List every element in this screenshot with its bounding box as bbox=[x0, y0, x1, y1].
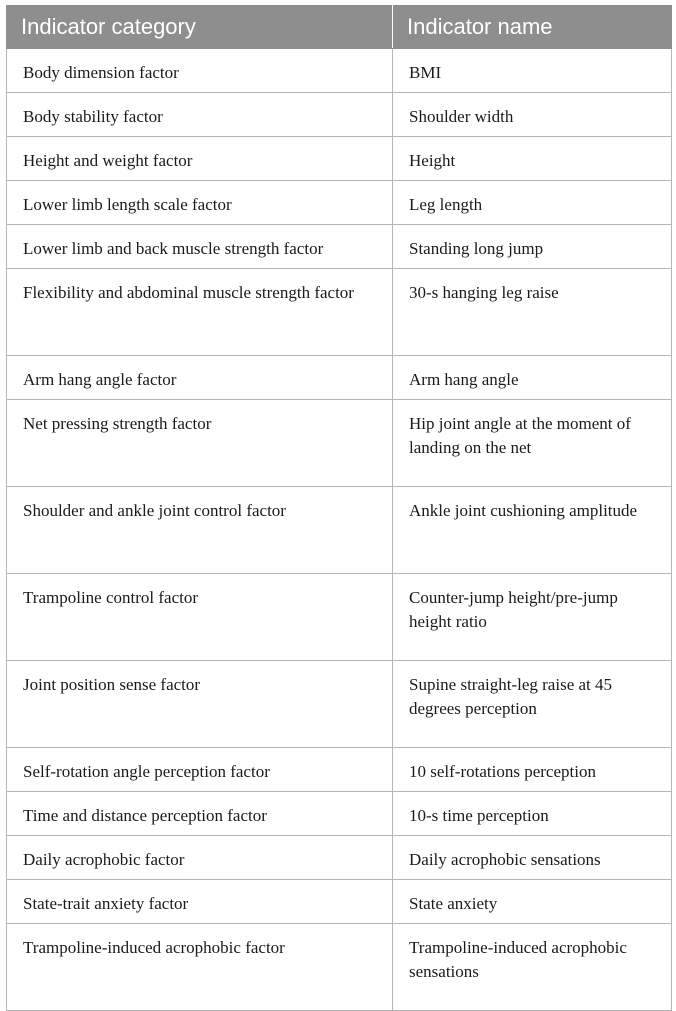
cell-category: State-trait anxiety factor bbox=[7, 880, 393, 924]
cell-category: Body dimension factor bbox=[7, 49, 393, 93]
table-row bbox=[7, 400, 672, 487]
cell-name: Leg length bbox=[393, 181, 672, 225]
cell-name: Hip joint angle at the moment of landing on the net bbox=[393, 400, 672, 487]
cell-category: Shoulder and ankle joint control factor bbox=[7, 487, 393, 574]
header-indicator-name: Indicator name bbox=[393, 6, 672, 49]
cell-category: Lower limb and back muscle strength factor bbox=[7, 225, 393, 269]
cell-category: Arm hang angle factor bbox=[7, 356, 393, 400]
cell-name: Height bbox=[393, 137, 672, 181]
header-row bbox=[7, 6, 672, 49]
cell-name: 30-s hanging leg raise bbox=[393, 269, 672, 356]
cell-category: Trampoline-induced acrophobic factor bbox=[7, 924, 393, 1011]
table-body bbox=[7, 49, 672, 1011]
table-row bbox=[7, 225, 672, 269]
table-row bbox=[7, 137, 672, 181]
table-row bbox=[7, 924, 672, 1011]
cell-name: Shoulder width bbox=[393, 93, 672, 137]
cell-category: Trampoline control factor bbox=[7, 574, 393, 661]
table-header bbox=[7, 6, 672, 49]
indicator-table-container bbox=[6, 5, 671, 1011]
table-row bbox=[7, 93, 672, 137]
cell-name: BMI bbox=[393, 49, 672, 93]
cell-category: Body stability factor bbox=[7, 93, 393, 137]
cell-name: Counter-jump height/pre-jump height ratio bbox=[393, 574, 672, 661]
table-row bbox=[7, 356, 672, 400]
table-row bbox=[7, 574, 672, 661]
table-row bbox=[7, 836, 672, 880]
cell-name: State anxiety bbox=[393, 880, 672, 924]
cell-name: Daily acrophobic sensations bbox=[393, 836, 672, 880]
cell-category: Daily acrophobic factor bbox=[7, 836, 393, 880]
cell-category: Net pressing strength factor bbox=[7, 400, 393, 487]
cell-name: Arm hang angle bbox=[393, 356, 672, 400]
cell-category: Flexibility and abdominal muscle strength factor bbox=[7, 269, 393, 356]
cell-name: Ankle joint cushioning amplitude bbox=[393, 487, 672, 574]
cell-name: 10 self-rotations perception bbox=[393, 748, 672, 792]
cell-category: Height and weight factor bbox=[7, 137, 393, 181]
table-row bbox=[7, 487, 672, 574]
table-row bbox=[7, 661, 672, 748]
cell-name: Supine straight-leg raise at 45 degrees perception bbox=[393, 661, 672, 748]
cell-category: Self-rotation angle perception factor bbox=[7, 748, 393, 792]
cell-category: Joint position sense factor bbox=[7, 661, 393, 748]
cell-name: Standing long jump bbox=[393, 225, 672, 269]
table-row bbox=[7, 748, 672, 792]
indicator-table bbox=[6, 5, 672, 1011]
header-indicator-category: Indicator category bbox=[7, 6, 393, 49]
cell-category: Time and distance perception factor bbox=[7, 792, 393, 836]
table-row bbox=[7, 181, 672, 225]
cell-name: 10-s time perception bbox=[393, 792, 672, 836]
cell-category: Lower limb length scale factor bbox=[7, 181, 393, 225]
table-row bbox=[7, 792, 672, 836]
table-row bbox=[7, 880, 672, 924]
table-row bbox=[7, 269, 672, 356]
cell-name: Trampoline-induced acrophobic sensations bbox=[393, 924, 672, 1011]
table-row bbox=[7, 49, 672, 93]
